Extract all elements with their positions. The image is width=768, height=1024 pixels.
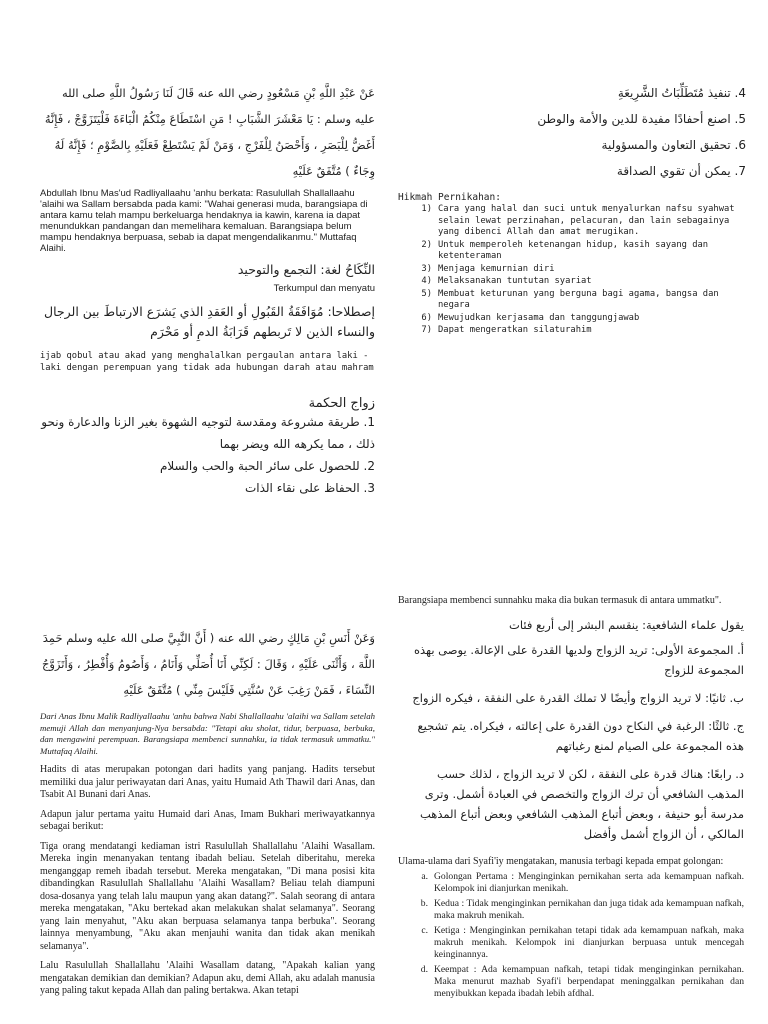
list-text: Golongan Pertama : Menginginkan pernikahan serta ada kemampuan nafkah. Kelompok ini dianjurkan menikah.: [434, 871, 744, 894]
list-item: [398, 871, 744, 895]
list-text: Untuk memperoleh ketenangan hidup, kasih sayang dan ketenteraman: [438, 239, 709, 261]
zawaj-hikmah-item: 2. للحصول على سائر الحبة والحب والسلام: [159, 459, 375, 473]
list-marker: c.: [421, 925, 428, 936]
hadith-arabic-text: عَنْ عَبْدِ اللَّهِ بْنِ مَسْعُودٍ رضي الله عنه قَالَ لَنَا رَسُولُ اللَّهِ صلى الله عليه وسلم : يَا مَعْشَرَ الشَّبَابِ ! مَنِ اسْتَطَاعَ مِنْكُمُ الْبَاءَةَ فَلْيَتَزَوَّجْ ، فَإِنَّهُ أَغَضُّ لِلْبَصَرِ ، وَأَحْصَنُ لِلْفَرْجِ ، وَمَنْ لَمْ يَسْتَطِعْ فَعَلَيْهِ بِالصَّوْمِ ؛ فَإِنَّهُ لَهُ وِجَاءٌ ) مُتَّفَقٌ عَلَيْهِ: [44, 86, 375, 178]
ulama-intro: Ulama-ulama dari Syafi'iy mengatakan, manusia terbagi kepada empat golongan:: [398, 855, 724, 867]
list-number: 5): [421, 288, 432, 299]
zawaj-hikmah-item: 3. الحفاظ على نقاء الذات: [244, 481, 375, 495]
hadith-translation: Dari Anas Ibnu Malik Radliyallaahu 'anhu bahwa Nabi Shallallaahu 'alaihi wa Sallam setelah memuji Allah dan menyanjung-Nya bersabda: "Tetapi aku sholat, tidur, berpuasa, berbuka, dan mengawini perempuan. Barangsiapa membenci sunnahku, ia tidak termasuk ummatku." Muttafaq Alaihi.: [40, 711, 375, 756]
maqasid-item: 6. تحقيق التعاون والمسؤولية: [601, 138, 746, 152]
list-number: 4): [421, 276, 432, 286]
hadith-arabic-text: وَعَنْ أَنَسِ بْنِ مَالِكٍ رضي الله عنه ( أَنَّ النَّبِيَّ صلى الله عليه وسلم حَمِدَ اللَّهَ ، وَأَثْنَى عَلَيْهِ ، وَقَالَ : لَكِنِّي أَنَا أُصَلِّي وَأَنَامُ ، وَأَصُومُ وَأُفْطِرُ ، وَأَتَزَوَّجُ النِّسَاءَ ، فَمَنْ رَغِبَ عَنْ سُنَّتِي فَلَيْسَ مِنِّي ) مُتَّفَقٌ عَلَيْهِ: [41, 631, 375, 697]
maqasid-item: 7. يمكن أن تقوي الصداقة: [616, 164, 746, 178]
arabic-heading: يقول علماء الشافعية: ينقسم البشر إلى أربع فئات: [509, 617, 744, 632]
body-paragraph: Hadits di atas merupakan potongan dari hadits yang panjang. Hadits tersebut memiliki dua jalur periwayatan dari Anas, yaitu Humaid Ath Thawil dari Anas, dan Tsabit Al Bunani dari Anas.: [40, 764, 375, 800]
list-item: [398, 925, 744, 961]
list-item: [398, 964, 744, 1000]
list-number: 6): [421, 312, 432, 323]
list-text: Kedua : Tidak menginginkan pernikahan dan juga tidak ada kemampuan nafkah, maka makruh menikah.: [434, 898, 744, 921]
list-text: Membuat keturunan yang berguna bagi agama, bangsa dan negara: [438, 288, 719, 310]
list-item: [398, 325, 746, 337]
definition-istilah-arabic: إصطلاحا: مُوَافَقَةُ القَبُولِ أو العَقدِ الذي يَشرَع الارتباطَ بين الرجال والنساء الذين لا تَربطهم قَرَابَةُ الدمِ أو مَحْرَم: [44, 304, 375, 339]
list-item: [398, 204, 746, 239]
list-item: [398, 289, 746, 312]
list-number: 2): [421, 239, 432, 250]
list-text: Mewujudkan kerjasama dan tanggungjawab: [438, 312, 640, 323]
hikmah-heading: Hikmah Pernikahan:: [398, 192, 501, 203]
golongan-section-bottom-right: [398, 595, 744, 1024]
arabic-paragraph: ب. ثانيًا: لا تريد الزواج وأيضًا لا تملك القدرة على النفقة ، فيكره الزواج: [412, 690, 744, 705]
list-marker: a.: [421, 871, 428, 882]
hadith-translation: Abdullah Ibnu Mas'ud Radliyallaahu 'anhu berkata: Rasulullah Shallallaahu 'alaihi wa Sallam bersabda pada kami: "Wahai generasi muda, barangsiapa di antara kamu telah mampu berkeluarga hendaknya ia kawin, karena ia dapat menundukkan pandangan dan memelihara kemaluan. Barangsiapa belum mampu hendaknya berpuasa, sebab ia dapat mengendalikanmu." Muttafaq Alaihi.: [40, 188, 368, 254]
list-number: 1): [421, 204, 432, 214]
list-text: Dapat mengeratkan silaturahim: [438, 325, 592, 335]
definition-lughah-arabic: النِّكَاحُ لغة: التجمع والتوحيد: [237, 262, 375, 277]
arabic-paragraph: د. رابعًا: هناك قدرة على النفقة ، لكن لا تريد الزواج ، لذلك حسب المذهب الشافعي أن ترك الزواج والتخصص في العبادة أشمل. وترى مدرسة أبو حنيفة ، وبعض أتباع المذهب الشافعي وبعض أتباع المذهب المالكي ، أن الزواج أشمل وأفضل: [419, 766, 744, 841]
hadith-section-top-left: [40, 80, 375, 500]
list-item: [398, 276, 746, 288]
zawaj-hikmah-heading: زواج الحكمة: [308, 396, 375, 411]
list-text: Keempat : Ada kemampuan nafkah, tetapi tidak menginginkan pernikahan. Maka menurut mazhab Syafi'i berpendapat meninggalkan pernikahan dan menyibukkan kepada ibadah lebih afdhal.: [434, 964, 744, 999]
list-item: [398, 240, 746, 263]
list-item: [398, 313, 746, 325]
list-text: Ketiga : Menginginkan pernikahan tetapi tidak ada kemampuan nafkah, maka makruh menikah. Kelompok ini dianjurkan berpuasa untuk mencegah keinginannya.: [434, 925, 744, 960]
list-marker: d.: [420, 964, 428, 975]
list-number: 3): [421, 263, 432, 274]
definition-lughah-translation: Terkumpul dan menyatu: [273, 283, 375, 294]
hadith-translation-end: Barangsiapa membenci sunnahku maka dia bukan termasuk di antara ummatku".: [398, 595, 722, 606]
arabic-paragraph: أ. المجموعة الأولى: تريد الزواج ولديها القدرة على الإعالة. يوصى بهذه المجموعة للزواج: [413, 642, 744, 677]
hikmah-section-top-right: [398, 80, 746, 380]
body-paragraph: Adapun jalur pertama yaitu Humaid dari Anas, Imam Bukhari meriwayatkannya sebagai berikut:: [40, 808, 375, 832]
list-item: [398, 898, 744, 922]
list-marker: b.: [420, 898, 428, 909]
list-text: Menjaga kemurnian diri: [438, 263, 555, 274]
golongan-list: [398, 871, 744, 1000]
list-text: Melaksanakan tuntutan syariat: [438, 276, 592, 286]
body-paragraph: Lalu Rasulullah Shallallahu 'Alaihi Wasallam datang, "Apakah kalian yang mengatakan demikian dan demikian? Adapun aku, demi Allah, aku adalah manusia yang paling takut kepada Allah dan paling bertakwa. Akan tetapi: [40, 960, 375, 996]
list-number: 7): [421, 325, 432, 335]
arabic-paragraph: ج. ثالثًا: الرغبة في النكاح دون القدرة على إعالته ، فيكراه. يتم تشجيع هذه المجموعة على الصيام لمنع رغباتهم: [417, 718, 744, 753]
definition-istilah-translation: ijab qobul atau akad yang menghalalkan pergaulan antara laki - laki dengan perempuan yang tidak ada hubungan darah atau mahram: [40, 351, 374, 373]
hikmah-list: [398, 204, 746, 337]
maqasid-item: 4. تنفيذ مُتَطَلِّبَاتُ الشَّرِيعَةِ: [617, 86, 746, 100]
list-text: Cara yang halal dan suci untuk menyalurkan nafsu syahwat selain lewat perzinahan, pelacuran, dan lain sebagainya yang dibenci Allah dan amat merugikan.: [438, 204, 735, 237]
zawaj-hikmah-item: 1. طريقة مشروعة ومقدسة لتوجيه الشهوة بغير الزنا والدعارة ونحو ذلك ، مما يكرهه الله ويضر بهما: [41, 415, 375, 451]
hadith-section-bottom-left: [40, 625, 375, 1024]
maqasid-item: 5. اصنع أحفادًا مفيدة للدين والأمة والوطن: [537, 112, 746, 126]
list-item: [398, 264, 746, 276]
body-paragraph: Tiga orang mendatangi kediaman istri Rasulullah Shallallahu 'Alaihi Wasallam. Mereka ingin menanyakan tentang ibadah beliau. Setelah diberitahu, mereka menganggap remeh ibadah tersebut. Mereka mengatakan, "Di mana posisi kita dibandingkan Rasulullah Shallallahu 'Alaihi Wasallam? Beliau telah diampuni dosa-dosanya yang telah lalu maupun yang akan datang?". Salah seorang di antara mereka mengatakan, "Aku bertekad akan melakukan shalat selamanya". Seorang yang lain menyahut, "Aku akan berpuasa selamanya tanpa berbuka". Seorang lainnya menyambung, "Aku akan menjauhi wanita dan tidak akan menikah selamanya".: [40, 840, 375, 952]
